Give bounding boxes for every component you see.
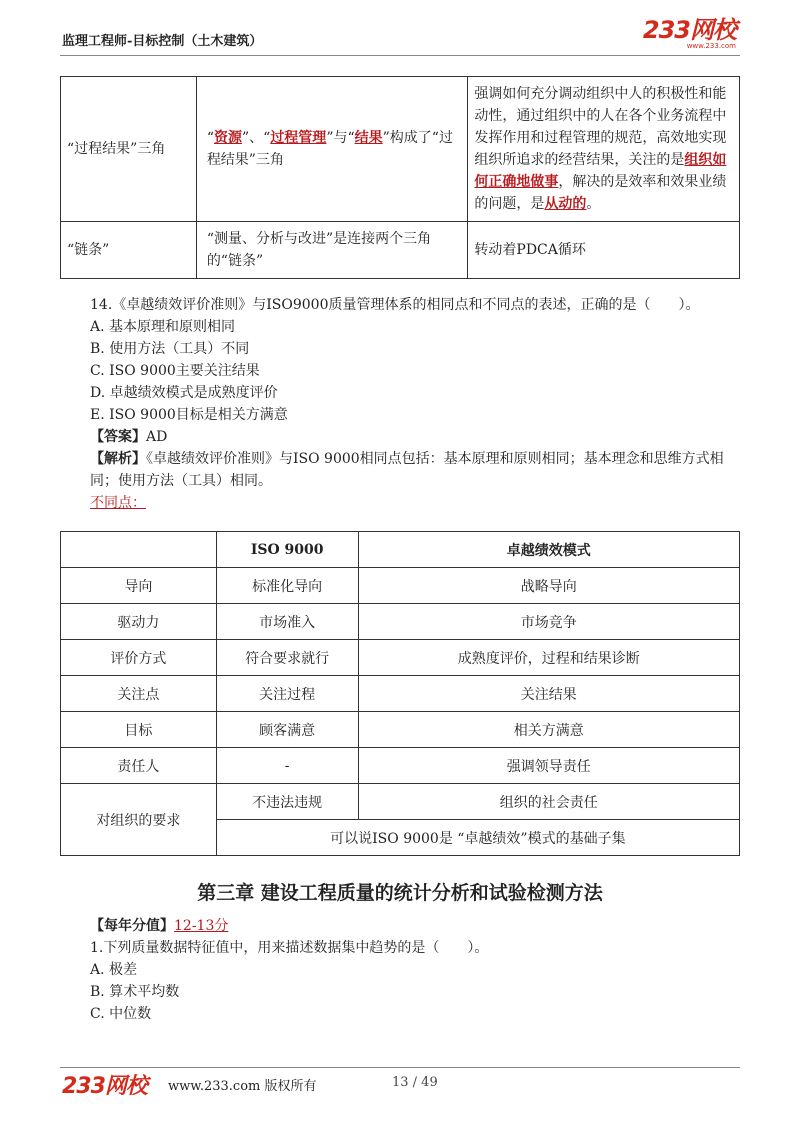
table-cell: “过程结果”三角 bbox=[61, 77, 197, 222]
table-cell: 责任人 bbox=[61, 748, 217, 784]
table-cell: 强调领导责任 bbox=[358, 748, 739, 784]
table-row bbox=[61, 640, 740, 676]
table-cell: “测量、分析与改进”是连接两个三角的“链条” bbox=[196, 222, 468, 279]
table-cell: 符合要求就行 bbox=[216, 640, 358, 676]
highlight-text: 从动的 bbox=[544, 196, 587, 212]
table-cell: 可以说ISO 9000是 “卓越绩效”模式的基础子集 bbox=[216, 820, 739, 856]
table-cell: 标准化导向 bbox=[216, 568, 358, 604]
option-c: C. ISO 9000主要关注结果 bbox=[90, 363, 260, 379]
text-fragment: ”与“ bbox=[326, 130, 355, 146]
footer-logo: 233网校 bbox=[62, 1074, 147, 1099]
highlight-text: 组织如何正确地做事 bbox=[474, 152, 727, 190]
table-cell: 相关方满意 bbox=[358, 712, 739, 748]
table-row bbox=[61, 568, 740, 604]
diff-label-text: 不同点： bbox=[90, 495, 146, 511]
highlight-text: 资源 bbox=[213, 130, 242, 146]
table-cell: 导向 bbox=[61, 568, 217, 604]
difference-label bbox=[60, 492, 740, 514]
process-result-table bbox=[60, 76, 740, 279]
header-cell bbox=[61, 532, 217, 568]
footer-copyright: www.233.com 版权所有 bbox=[168, 1079, 317, 1094]
table-row bbox=[61, 784, 740, 820]
page-number: 13 / 49 bbox=[392, 1075, 438, 1090]
table-cell: 成熟度评价，过程和结果诊断 bbox=[358, 640, 739, 676]
header-divider bbox=[60, 55, 740, 56]
chapter-title: 第三章 建设工程质量的统计分析和试验检测方法 bbox=[197, 882, 603, 904]
answer-line bbox=[60, 426, 740, 448]
score-value: 12-13分 bbox=[174, 918, 229, 934]
table-cell bbox=[196, 77, 468, 222]
table-cell: 不违法违规 bbox=[216, 784, 358, 820]
brand-logo bbox=[643, 18, 736, 50]
table-cell: “链条” bbox=[61, 222, 197, 279]
header-cell: 卓越绩效模式 bbox=[358, 532, 739, 568]
chapter-score bbox=[60, 915, 740, 1025]
table-cell: 目标 bbox=[61, 712, 217, 748]
question-14 bbox=[60, 294, 740, 514]
table-row bbox=[61, 712, 740, 748]
table-cell: 关注过程 bbox=[216, 676, 358, 712]
text-fragment: ”、“ bbox=[241, 130, 271, 146]
option-b: B. 算术平均数 bbox=[90, 984, 180, 1000]
table-row bbox=[61, 676, 740, 712]
footer-divider bbox=[60, 1067, 740, 1068]
analysis-text: 《卓越绩效评价准则》与ISO 9000相同点包括：基本原理和原则相同；基本理念和思维方式相同；使用方法（工具）相同。 bbox=[90, 451, 724, 489]
text-fragment: 强调如何充分调动组织中人的积极性和能动性，通过组织中的人在各个业务流程中发挥作用和过程管理的规范，高效地实现组织所追求的经营结果，关注的是 bbox=[474, 86, 727, 168]
table-cell: 市场竞争 bbox=[358, 604, 739, 640]
table-cell: 关注点 bbox=[61, 676, 217, 712]
question-stem: 14.《卓越绩效评价准则》与ISO9000质量管理体系的相同点和不同点的表述，正确的是（ ）。 bbox=[90, 297, 700, 313]
option-d: D. 卓越绩效模式是成熟度评价 bbox=[90, 385, 278, 401]
table-row bbox=[61, 222, 740, 279]
option-a: A. 极差 bbox=[90, 962, 138, 978]
table-cell: 顾客满意 bbox=[216, 712, 358, 748]
table-cell: 转动着PDCA循环 bbox=[468, 222, 740, 279]
table-cell: 组织的社会责任 bbox=[358, 784, 739, 820]
document-header-title: 监理工程师-目标控制（土木建筑） bbox=[62, 34, 263, 49]
header-cell: ISO 9000 bbox=[216, 532, 358, 568]
score-line bbox=[60, 915, 740, 937]
table-row bbox=[61, 604, 740, 640]
table-cell: 市场准入 bbox=[216, 604, 358, 640]
table-cell: - bbox=[216, 748, 358, 784]
comparison-table bbox=[60, 531, 740, 856]
logo-url: www.233.com bbox=[686, 42, 736, 50]
option-e: E. ISO 9000目标是相关方满意 bbox=[90, 407, 288, 423]
text-fragment: ”构成了“过程结果”三角 bbox=[206, 130, 453, 168]
text-fragment: ，解决的是效率和效果业绩的问题，是 bbox=[474, 174, 727, 212]
highlight-text: 结果 bbox=[354, 130, 383, 146]
table-cell: 驱动力 bbox=[61, 604, 217, 640]
text-fragment: “ bbox=[206, 130, 214, 146]
table-header-row bbox=[61, 532, 740, 568]
table-cell bbox=[468, 77, 740, 222]
table-cell: 对组织的要求 bbox=[61, 784, 217, 856]
option-c: C. 中位数 bbox=[90, 1006, 152, 1022]
highlight-text: 过程管理 bbox=[270, 130, 327, 146]
logo-text: 233网校 bbox=[642, 16, 736, 44]
table-cell: 战略导向 bbox=[358, 568, 739, 604]
table-cell: 评价方式 bbox=[61, 640, 217, 676]
answer-value: AD bbox=[146, 429, 168, 445]
option-b: B. 使用方法（工具）不同 bbox=[90, 341, 250, 357]
text-fragment: 。 bbox=[586, 196, 601, 212]
analysis-label: 【解析】 bbox=[90, 451, 146, 467]
question-stem: 1.下列质量数据特征值中，用来描述数据集中趋势的是（ ）。 bbox=[90, 940, 489, 956]
analysis-paragraph bbox=[60, 448, 740, 492]
score-label: 【每年分值】 bbox=[90, 918, 174, 934]
answer-label: 【答案】 bbox=[90, 429, 146, 445]
table-row bbox=[61, 748, 740, 784]
option-a: A. 基本原理和原则相同 bbox=[90, 319, 236, 335]
table-cell: 关注结果 bbox=[358, 676, 739, 712]
table-row bbox=[61, 77, 740, 222]
